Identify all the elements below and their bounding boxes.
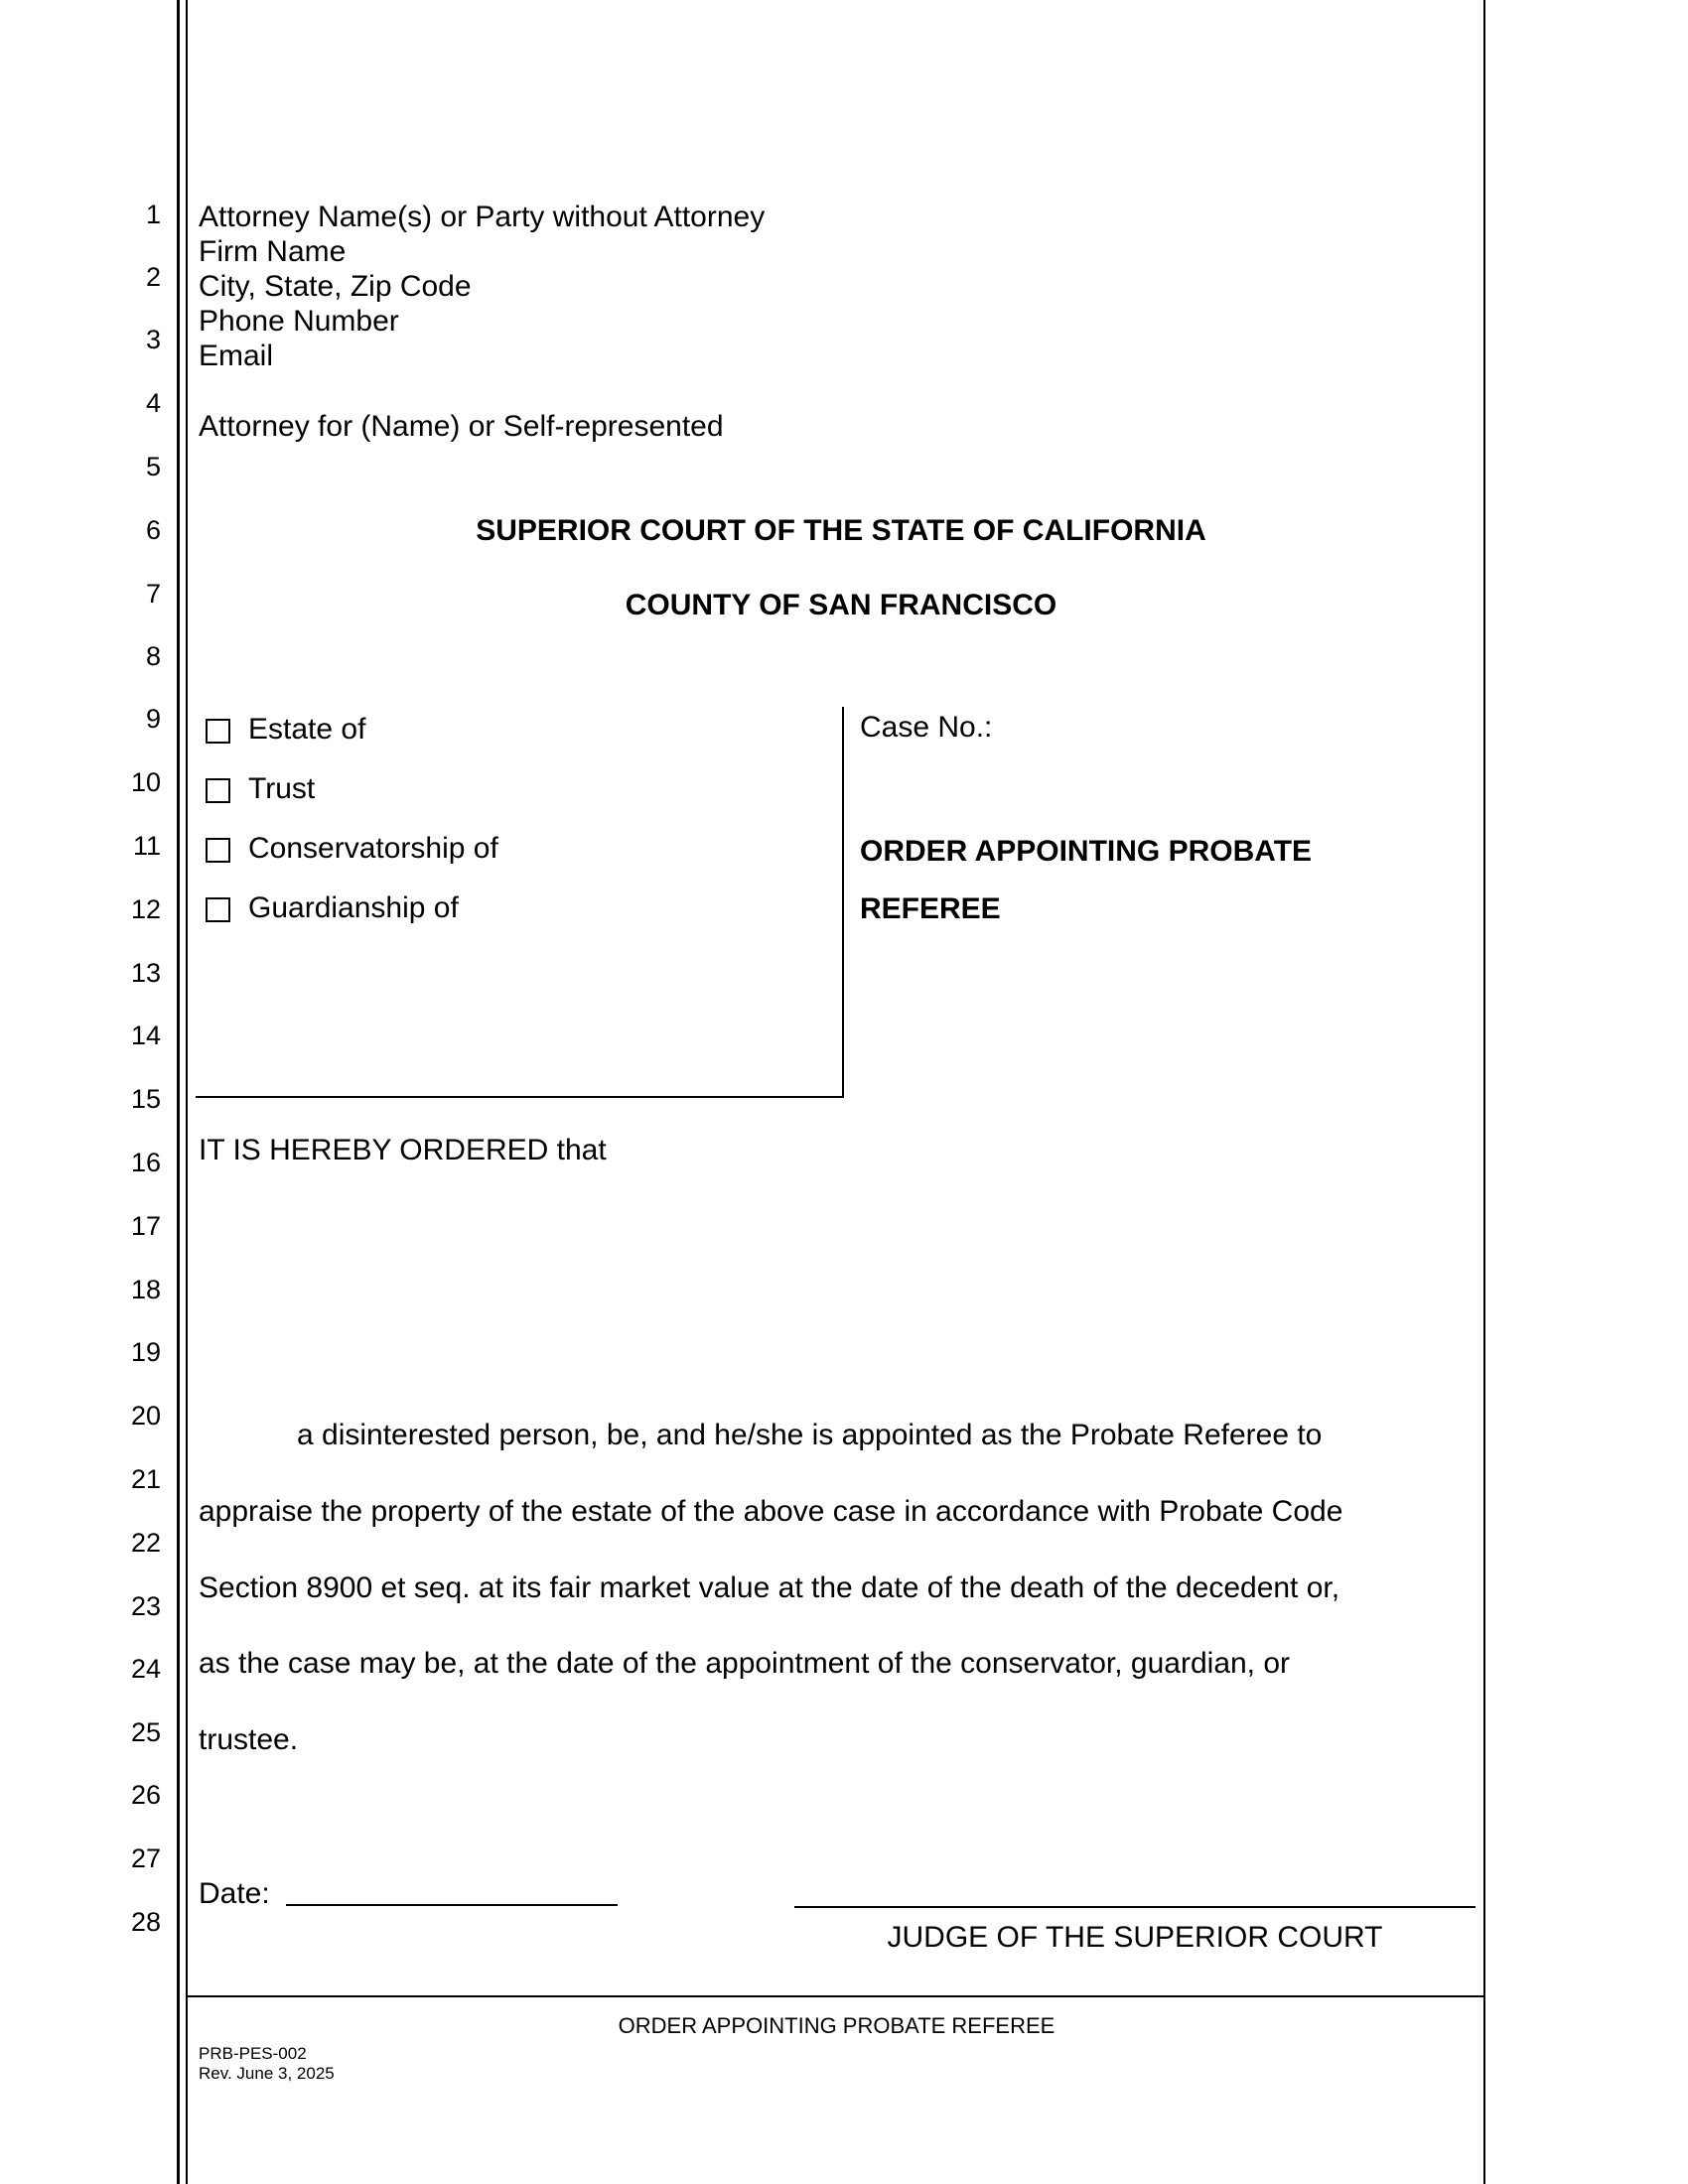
line-number: 2 — [145, 262, 161, 292]
firm-name-line: Firm Name — [199, 235, 347, 268]
attorney-for-line: Attorney for (Name) or Self-represented — [199, 410, 724, 443]
judge-label: JUDGE OF THE SUPERIOR COURT — [887, 1921, 1383, 1954]
order-paragraph-line: trustee. — [199, 1723, 299, 1756]
phone-number-line: Phone Number — [199, 305, 399, 338]
email-line: Email — [199, 340, 274, 372]
line-number: 20 — [130, 1401, 161, 1431]
conservatorship-label: Conservatorship of — [248, 832, 498, 865]
line-number: 22 — [130, 1528, 161, 1558]
line-number: 26 — [130, 1780, 161, 1810]
date-signature-line[interactable] — [286, 1904, 618, 1906]
footer-title: ORDER APPOINTING PROBATE REFEREE — [618, 2013, 1055, 2038]
line-number: 13 — [130, 958, 161, 988]
county-name: COUNTY OF SAN FRANCISCO — [625, 589, 1057, 621]
date-label: Date: — [199, 1877, 270, 1910]
attorney-name-line: Attorney Name(s) or Party without Attorney — [199, 201, 766, 233]
line-number: 12 — [130, 894, 161, 924]
order-paragraph-line: as the case may be, at the date of the appointment of the conservator, guardian, or — [199, 1647, 1291, 1680]
left-margin-rule-inner — [186, 0, 188, 2184]
line-number: 23 — [130, 1591, 161, 1621]
line-number: 15 — [130, 1084, 161, 1114]
document-title-line1: ORDER APPOINTING PROBATE — [860, 835, 1313, 868]
line-number: 16 — [130, 1148, 161, 1177]
revision-date: Rev. June 3, 2025 — [199, 2064, 335, 2083]
trust-label: Trust — [248, 772, 316, 805]
city-state-zip-line: City, State, Zip Code — [199, 270, 472, 303]
left-margin-rule-outer — [177, 0, 180, 2184]
order-paragraph-line: a disinterested person, be, and he/she is appointed as the Probate Referee to — [297, 1419, 1323, 1451]
case-number-label: Case No.: — [860, 711, 993, 744]
guardianship-checkbox[interactable] — [206, 897, 230, 922]
line-number: 25 — [130, 1717, 161, 1747]
line-number: 24 — [130, 1654, 161, 1684]
line-number: 9 — [145, 704, 161, 734]
judge-signature-line[interactable] — [794, 1906, 1476, 1908]
form-id: PRB-PES-002 — [199, 2044, 307, 2063]
line-number: 19 — [130, 1337, 161, 1367]
line-number: 18 — [130, 1275, 161, 1304]
line-number: 14 — [130, 1021, 161, 1050]
line-number: 11 — [132, 831, 161, 861]
line-number: 5 — [145, 452, 161, 481]
trust-checkbox[interactable] — [206, 778, 230, 803]
ordered-clause: IT IS HEREBY ORDERED that — [199, 1134, 607, 1166]
line-number: 1 — [145, 200, 161, 229]
footer-rule — [188, 1995, 1485, 1997]
line-number: 7 — [145, 579, 161, 609]
line-number: 17 — [130, 1211, 161, 1241]
guardianship-label: Guardianship of — [248, 891, 459, 924]
line-number: 10 — [130, 767, 161, 797]
line-number: 8 — [145, 641, 161, 671]
order-paragraph-line: Section 8900 et seq. at its fair market value at the date of the death of the decedent or, — [199, 1571, 1340, 1604]
line-number: 27 — [130, 1843, 161, 1873]
line-number: 21 — [130, 1464, 161, 1494]
estate-label: Estate of — [248, 713, 366, 746]
conservatorship-checkbox[interactable] — [206, 838, 230, 863]
right-margin-rule — [1483, 0, 1485, 2184]
court-name: SUPERIOR COURT OF THE STATE OF CALIFORNIA — [476, 514, 1206, 547]
line-number: 4 — [145, 388, 161, 418]
estate-checkbox[interactable] — [206, 719, 230, 744]
order-paragraph-line: appraise the property of the estate of the above case in accordance with Probate Code — [199, 1495, 1343, 1528]
document-title-line2: REFEREE — [860, 892, 1001, 925]
caption-bottom-rule — [196, 1096, 844, 1098]
line-number: 28 — [130, 1907, 161, 1937]
caption-divider — [842, 707, 844, 1098]
line-number: 6 — [145, 515, 161, 545]
line-number: 3 — [145, 325, 161, 354]
